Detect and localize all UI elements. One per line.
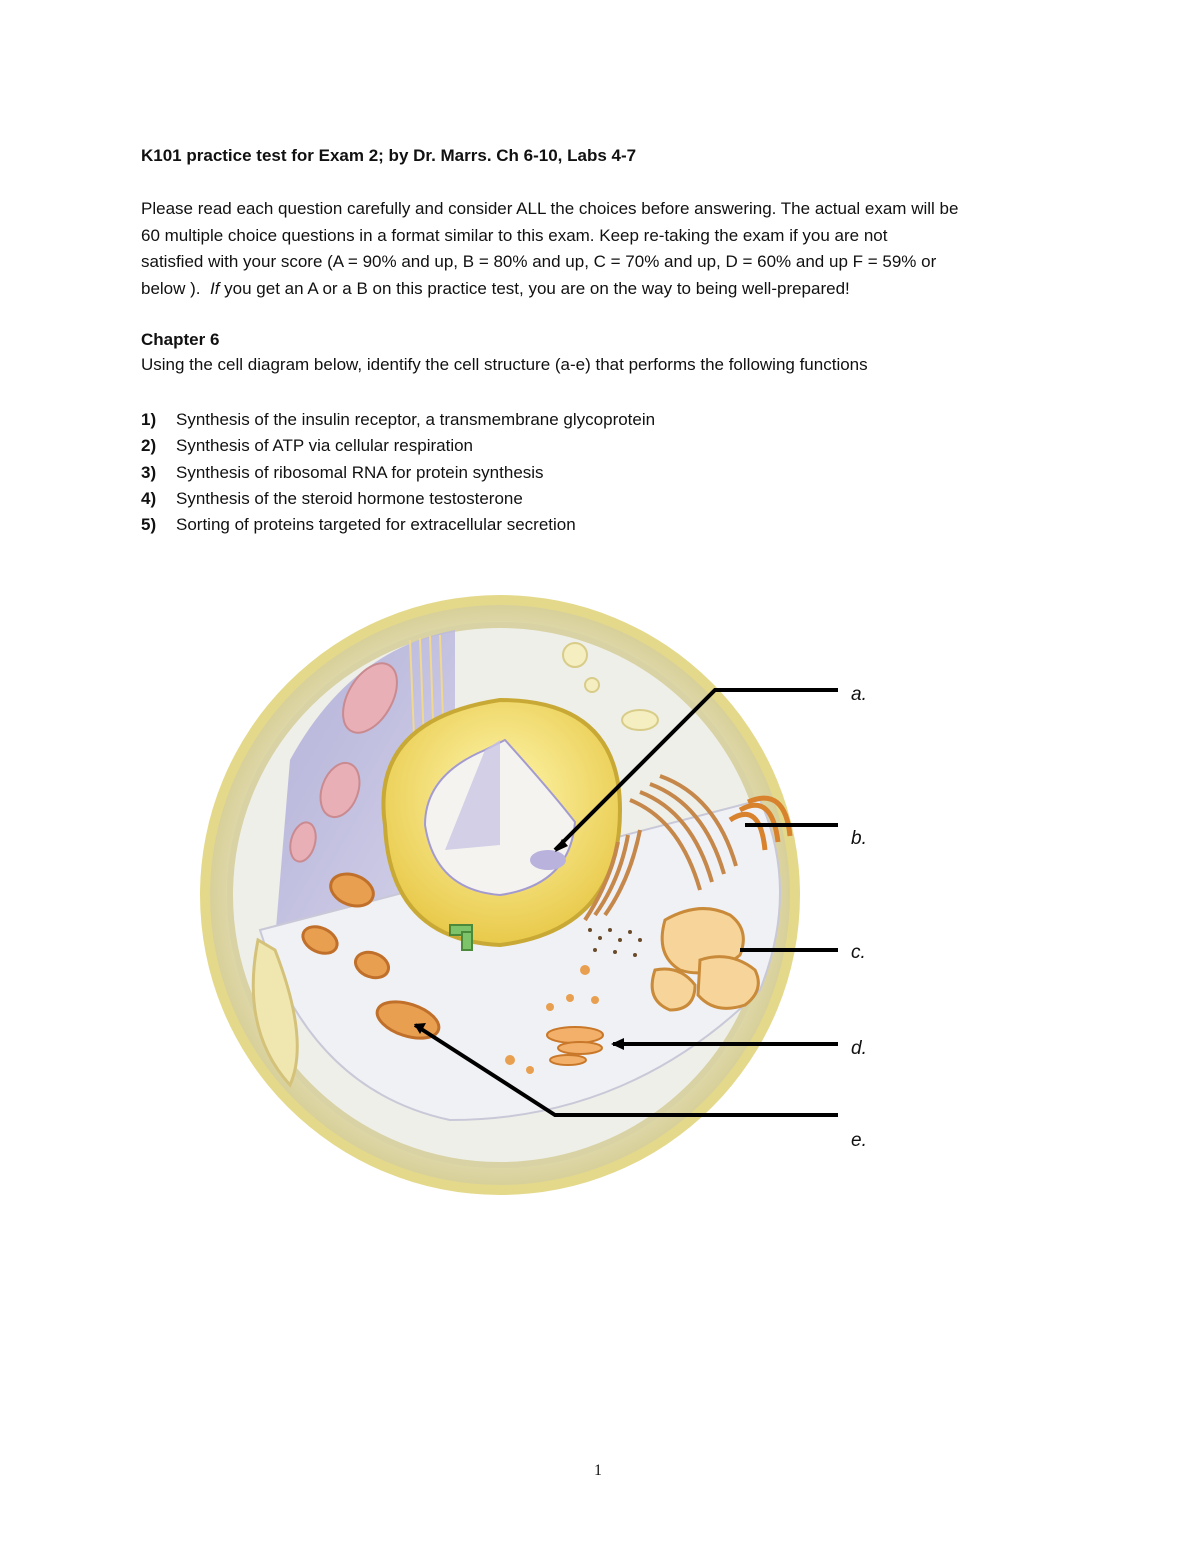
question-item <box>141 460 655 486</box>
question-text: Synthesis of the insulin receptor, a transmembrane glycoprotein <box>176 410 656 429</box>
question-item <box>141 433 655 459</box>
intro-line-4 <box>141 276 1101 303</box>
page-number: 1 <box>594 1462 602 1479</box>
question-number: 4) <box>141 488 157 508</box>
question-text: Sorting of proteins targeted for extracellular secretion <box>176 515 576 535</box>
intro-paragraph <box>141 196 1101 302</box>
intro-if-emphasis: If <box>209 278 220 298</box>
diagram-label-b: b. <box>851 828 867 849</box>
question-number: 3) <box>141 462 157 482</box>
intro-line-1: Please read each question carefully and consider ALL the choices before answering. The actual exam will be <box>141 199 959 218</box>
question-text: Synthesis of ribosomal RNA for protein synthesis <box>176 462 544 482</box>
cell-diagram <box>200 560 900 1220</box>
diagram-label-a: a. <box>851 684 867 705</box>
chapter-heading: Chapter 6 <box>141 330 220 349</box>
question-item <box>141 486 655 512</box>
question-item <box>141 512 655 538</box>
diagram-label-c: c. <box>851 942 866 963</box>
intro-line-4-end: you get an A or a B on this practice test, you are on the way to being well-prepared! <box>219 278 850 298</box>
nucleolus <box>530 850 566 870</box>
diagram-label-e: e. <box>851 1130 867 1151</box>
question-number: 1) <box>141 410 157 429</box>
question-number: 2) <box>141 436 157 456</box>
page-title: K101 practice test for Exam 2; by Dr. Marrs. Ch 6-10, Labs 4-7 <box>141 146 637 165</box>
intro-line-2: 60 multiple choice questions in a format similar to this exam. Keep re-taking the exam if you are not <box>141 225 888 245</box>
question-list <box>141 407 655 538</box>
question-text: Synthesis of ATP via cellular respiration <box>176 436 474 456</box>
diagram-label-d: d. <box>851 1038 867 1059</box>
question-number: 5) <box>141 515 157 535</box>
chapter-instructions: Using the cell diagram below, identify the cell structure (a-e) that performs the following functions <box>141 355 868 374</box>
question-item <box>141 407 655 433</box>
intro-line-3: satisfied with your score (A = 90% and up, B = 80% and up, C = 70% and up, D = 60% and up F = 59% or <box>141 252 937 271</box>
intro-line-4-start: below ). <box>141 278 210 298</box>
question-text: Synthesis of the steroid hormone testosterone <box>176 488 523 508</box>
